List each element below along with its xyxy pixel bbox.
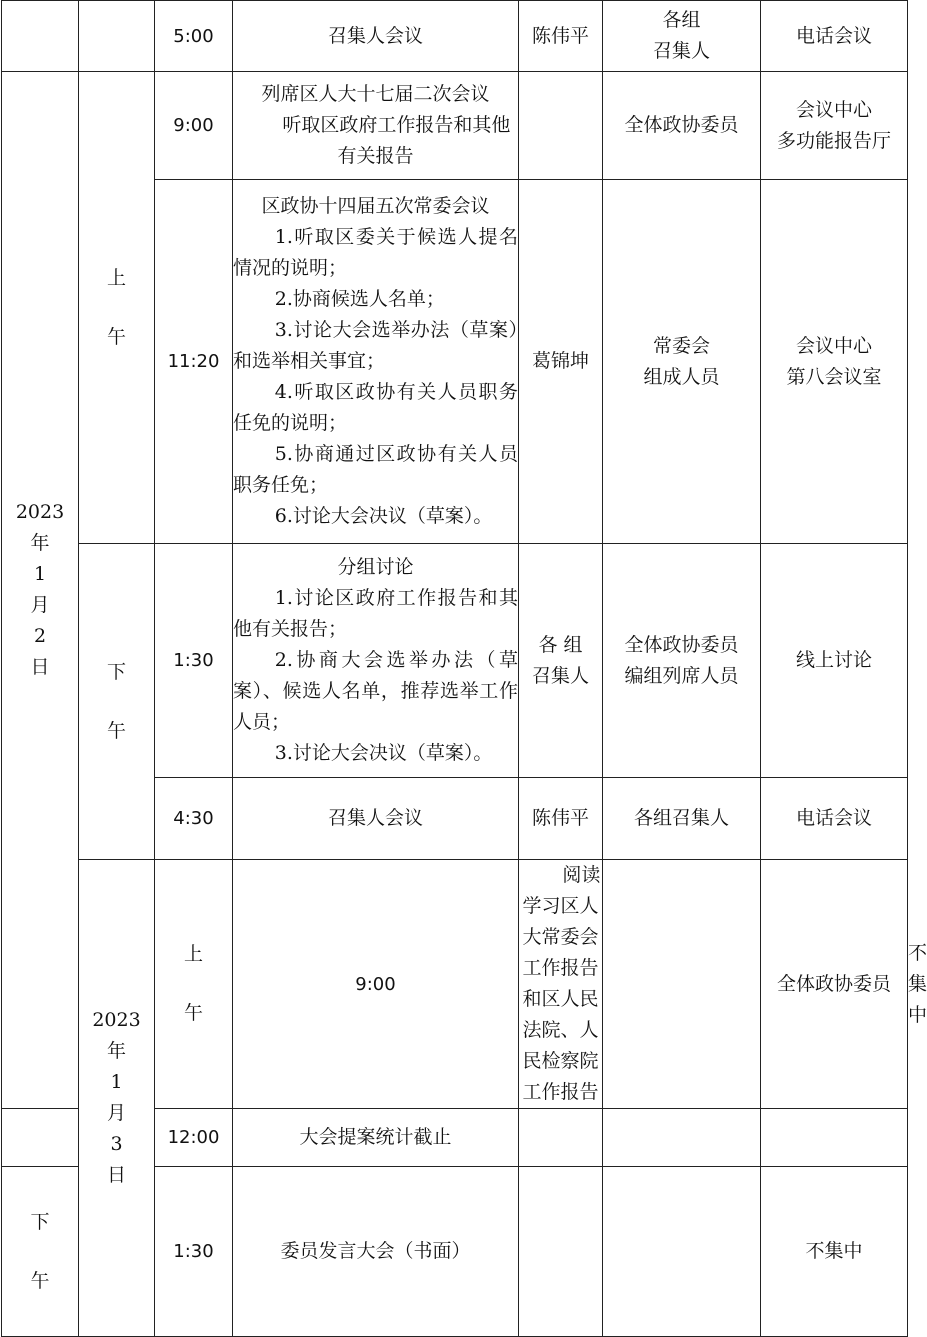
venue-cell: 不集中 xyxy=(761,1167,908,1337)
table-row xyxy=(2,72,908,180)
schedule-table xyxy=(1,0,927,1337)
attendees-cell-empty xyxy=(603,1167,761,1337)
date-cell-empty xyxy=(2,1,79,72)
time-cell: 4:30 xyxy=(155,778,233,860)
period-cell-empty xyxy=(79,1,155,72)
content-cell: 阅读学习区人大常委会工作报告和区人民法院、人民检察院工作报告 xyxy=(519,860,603,1109)
attendees-cell: 常委会 组成人员 xyxy=(603,180,761,544)
host-cell: 葛锦坤 xyxy=(519,180,603,544)
host-cell-empty xyxy=(519,1167,603,1337)
content-cell: 分组讨论 1.讨论区政府工作报告和其他有关报告； 2.协商大会选举办法（草案）、候选人名单，推荐选举工作人员； 3.讨论大会决议（草案）。 xyxy=(233,544,519,778)
period-cell-empty xyxy=(2,1109,79,1167)
content-cell: 大会提案统计截止 xyxy=(233,1109,519,1167)
attendees-cell-empty xyxy=(603,1109,761,1167)
time-cell: 5:00 xyxy=(155,1,233,72)
host-cell: 各 组 召集人 xyxy=(519,544,603,778)
time-cell: 1:30 xyxy=(155,1167,233,1337)
attendees-cell: 全体政协委员 编组列席人员 xyxy=(603,544,761,778)
content-cell: 区政协十四届五次常委会议 1.听取区委关于候选人提名情况的说明； 2.协商候选人名单； 3.讨论大会选举办法（草案）和选举相关事宜； 4.听取区政协有关人员职务任免的说明； 5.协商通过区政协有关人员职务任免； 6.讨论大会决议（草案）。 xyxy=(233,180,519,544)
content-cell: 委员发言大会（书面） xyxy=(233,1167,519,1337)
venue-cell: 线上讨论 xyxy=(761,544,908,778)
period-cell-pm: 下 午 xyxy=(2,1167,79,1337)
host-cell xyxy=(519,72,603,180)
venue-cell: 会议中心 第八会议室 xyxy=(761,180,908,544)
date-cell: 2023 年 1 月 3 日 xyxy=(79,860,155,1337)
venue-cell: 电话会议 xyxy=(761,1,908,72)
content-cell: 列席区人大十七届二次会议 听取区政府工作报告和其他有关报告 xyxy=(233,72,519,180)
table-row: 2023 年 1 月 3 日 上 午 9:00 阅读学习区人大常委会工作报告和区人民法院、人民检察院工作报告 全体政协委员 不集中 xyxy=(2,860,908,1109)
time-cell: 12:00 xyxy=(155,1109,233,1167)
table-row xyxy=(2,544,908,778)
table-row xyxy=(2,1,908,72)
time-cell: 11:20 xyxy=(155,180,233,544)
content-cell: 召集人会议 xyxy=(233,778,519,860)
venue-cell-empty xyxy=(761,1109,908,1167)
period-cell-am: 上 午 xyxy=(79,72,155,544)
host-cell: 陈伟平 xyxy=(519,1,603,72)
venue-cell: 会议中心 多功能报告厅 xyxy=(761,72,908,180)
attendees-cell: 各组 召集人 xyxy=(603,1,761,72)
attendees-cell: 各组召集人 xyxy=(603,778,761,860)
content-cell: 召集人会议 xyxy=(233,1,519,72)
host-cell-empty xyxy=(603,860,761,1109)
period-cell-pm: 下 午 xyxy=(79,544,155,860)
date-cell: 2023 年 1 月 2 日 xyxy=(2,72,79,1109)
attendees-cell: 全体政协委员 xyxy=(603,72,761,180)
host-cell: 陈伟平 xyxy=(519,778,603,860)
attendees-cell: 全体政协委员 xyxy=(761,860,908,1109)
period-cell-am: 上 午 xyxy=(155,860,233,1109)
time-cell: 9:00 xyxy=(155,72,233,180)
time-cell: 9:00 xyxy=(233,860,519,1109)
venue-cell: 电话会议 xyxy=(761,778,908,860)
time-cell: 1:30 xyxy=(155,544,233,778)
host-cell-empty xyxy=(519,1109,603,1167)
